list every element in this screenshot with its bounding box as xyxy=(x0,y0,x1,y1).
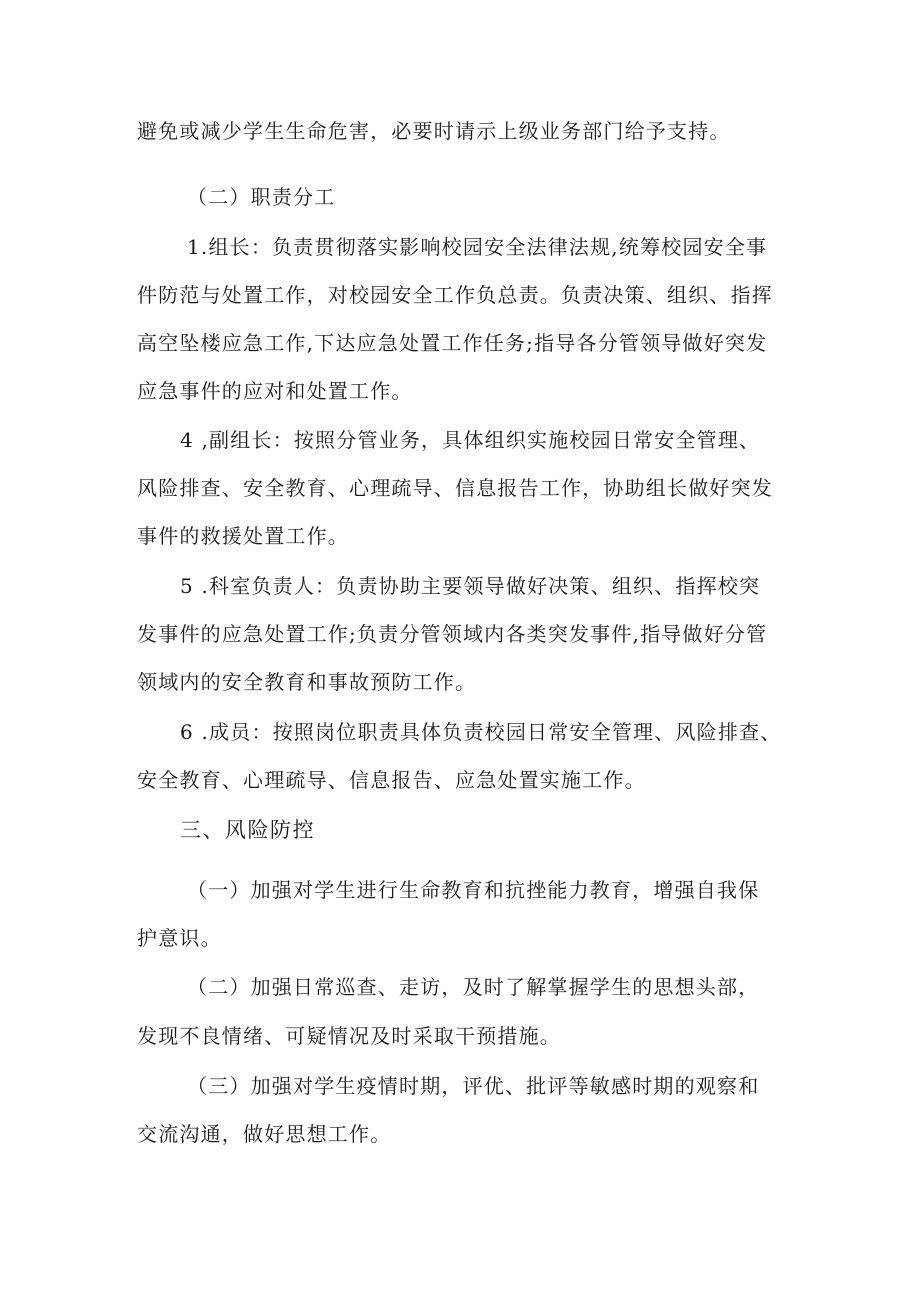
text-line: 领域内的安全教育和事故预防工作。 xyxy=(137,670,477,694)
text-line: 风险排查、安全教育、心理疏导、信息报告工作，协助组长做好突发 xyxy=(137,476,773,500)
text-line: （一）加强对学生进行生命教育和抗挫能力教育，增强自我保 xyxy=(187,878,760,902)
text-line: （二）加强日常巡查、走访，及时了解掌握学生的思想头部， xyxy=(187,975,760,999)
text-line: 高空坠楼应急工作,下达应急处置工作任务;指导各分管领导做好突发 xyxy=(137,331,768,355)
text-line: 5 .科室负责人：负责协助主要领导做好决策、组织、指挥校突 xyxy=(180,574,761,598)
text-line: 事件的救援处置工作。 xyxy=(137,524,349,548)
text-line: 交流沟通，做好思想工作。 xyxy=(137,1122,392,1146)
section-heading: 三、风险防控 xyxy=(180,818,315,842)
text-line: 1.组长：负责贯彻落实影响校园安全法律法规,统筹校园安全事 xyxy=(187,235,768,259)
text-line: 件防范与处置工作，对校园安全工作负总责。负责决策、组织、指挥 xyxy=(137,283,773,307)
text-line: 安全教育、心理疏导、信息报告、应急处置实施工作。 xyxy=(137,768,646,792)
text-line: 发现不良情绪、可疑情况及时采取干预措施。 xyxy=(137,1024,561,1048)
text-line: 4 ,副组长：按照分管业务，具体组织实施校园日常安全管理、 xyxy=(180,428,761,452)
text-line: 护意识。 xyxy=(137,926,222,950)
text-line: 6 .成员：按照岗位职责具体负责校园日常安全管理、风险排查、 xyxy=(180,720,782,744)
section-subheading: （二）职责分工 xyxy=(187,185,336,209)
text-line: （三）加强对学生疫情时期，评优、批评等敏感时期的观察和 xyxy=(187,1074,760,1098)
text-line: 发事件的应急处置工作;负责分管领域内各类突发事件,指导做好分管 xyxy=(137,622,768,646)
text-line: 应急事件的应对和处置工作。 xyxy=(137,379,413,403)
text-line: 避免或减少学生生命危害，必要时请示上级业务部门给予支持。 xyxy=(137,119,731,143)
